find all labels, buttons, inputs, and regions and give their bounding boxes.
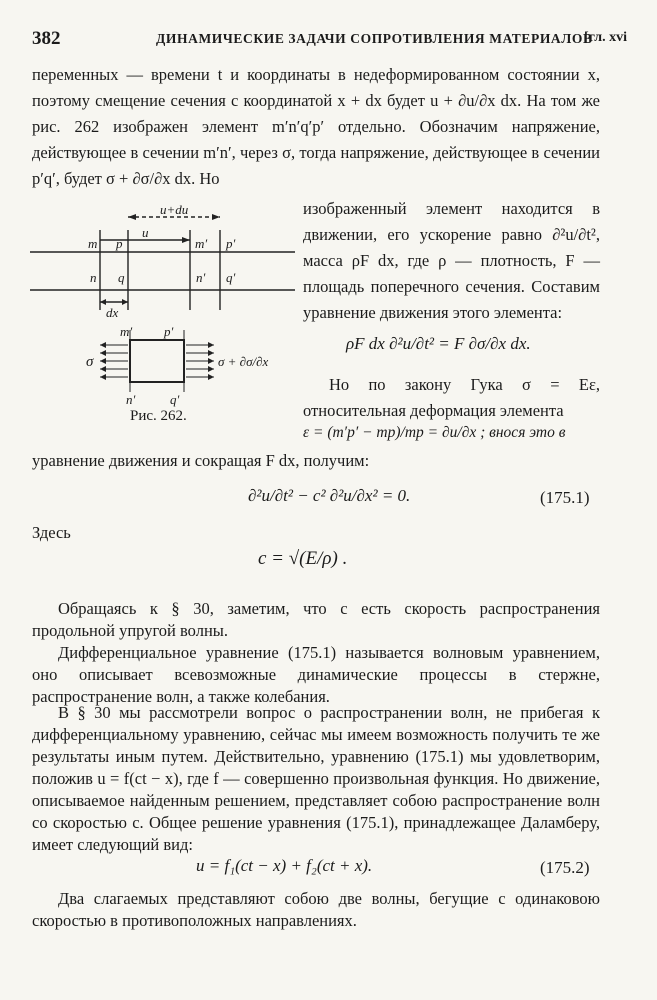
- label-p1: p′: [226, 236, 236, 251]
- label-n: n: [90, 270, 97, 285]
- label-m1: m′: [195, 236, 208, 251]
- label-q: q: [118, 270, 125, 285]
- paragraph-5: Обращаясь к § 30, заметим, что c есть скорость распространения продольной упругой волны.: [32, 599, 600, 640]
- paragraph-3: Но по закону Гука σ = Eε, относительная деформация элемента: [303, 375, 600, 420]
- label-u: u: [142, 225, 149, 240]
- label-sigma-plus: σ + ∂σ/∂x: [218, 354, 269, 369]
- label-m1-element: m′: [120, 324, 133, 339]
- equation-general: u = f₁(ct − x) + f₂(ct + x).: [196, 856, 373, 875]
- paragraph-1: переменных — времени t и координаты в недеформированном состоянии x, поэтому смещение сечения с координатой x + dx будет u + ∂u/∂x dx. На том же рис. 262 изображен элемент m′n′q′p′ отдельно. Обозначим напряжение, действующее в сечении m′n′, через σ, тогда напряжение, действующее в сечении p′q′, будет σ + ∂σ/∂x dx. Но: [32, 65, 600, 188]
- label-p1-element: p′: [164, 324, 174, 339]
- label-u-plus-du: u+du: [160, 202, 189, 217]
- paragraph-2: изображенный элемент находится в движении, его ускорение равно ∂²u/∂t², масса ρF dx, где ρ — плотность, F — площадь поперечного сечения. Составим уравнение движения этого элемента:: [303, 199, 600, 322]
- paragraph-4: уравнение движения и сокращая F dx, получим:: [32, 451, 370, 470]
- equation-c: c = √(E/ρ) .: [258, 548, 348, 569]
- label-dx: dx: [106, 305, 119, 320]
- equation-motion: ρF dx ∂²u/∂t² = F ∂σ/∂x dx.: [346, 334, 531, 353]
- paragraph-6: Дифференциальное уравнение (175.1) называется волновым уравнением, оно описывает всевозможные динамические процессы в стержне, распространение волн, а также колебания.: [32, 643, 600, 706]
- paragraph-8: Два слагаемых представляют собою две волны, бегущие с одинаковою скоростью в противоположных направлениях.: [32, 889, 600, 930]
- figure-262: [30, 200, 295, 430]
- label-n1: n′: [196, 270, 206, 285]
- label-p: p: [116, 236, 123, 251]
- paragraph-7: В § 30 мы рассмотрели вопрос о распространении волн, не прибегая к дифференциальному уравнению, сейчас мы имеем возможность получить те же результаты иным путем. Действительно, уравнению (175.1) мы удовлетворим, положив u = f(ct − x), где f — совершенно произвольная функция. Но движение, описываемое найденным решением, представляет собою распространение волн со скоростью c. Общее решение уравнения (175.1), принадлежащее Даламберу, имеет следующий вид:: [32, 703, 600, 854]
- equation-wave-number: (175.1): [540, 488, 590, 507]
- figure-262-drawing: [30, 200, 295, 430]
- figure-caption: Рис. 262.: [130, 408, 187, 424]
- chapter-label: [гл. xvi: [583, 30, 627, 45]
- label-sigma: σ: [86, 354, 94, 370]
- equation-strain: ε = (m′p′ − mp)/mp = ∂u/∂x ; внося это в: [303, 424, 566, 441]
- running-title: ДИНАМИЧЕСКИЕ ЗАДАЧИ СОПРОТИВЛЕНИЯ МАТЕРИАЛОВ: [156, 31, 593, 46]
- equation-wave: ∂²u/∂t² − c² ∂²u/∂x² = 0.: [248, 486, 411, 505]
- label-q1-element: q′: [170, 392, 180, 407]
- page-number: 382: [32, 28, 61, 49]
- running-header: [32, 28, 627, 54]
- word-zdes: Здесь: [32, 523, 71, 542]
- equation-general-number: (175.2): [540, 858, 590, 877]
- label-q1: q′: [226, 270, 236, 285]
- label-n1-element: n′: [126, 392, 136, 407]
- label-m: m: [88, 236, 98, 251]
